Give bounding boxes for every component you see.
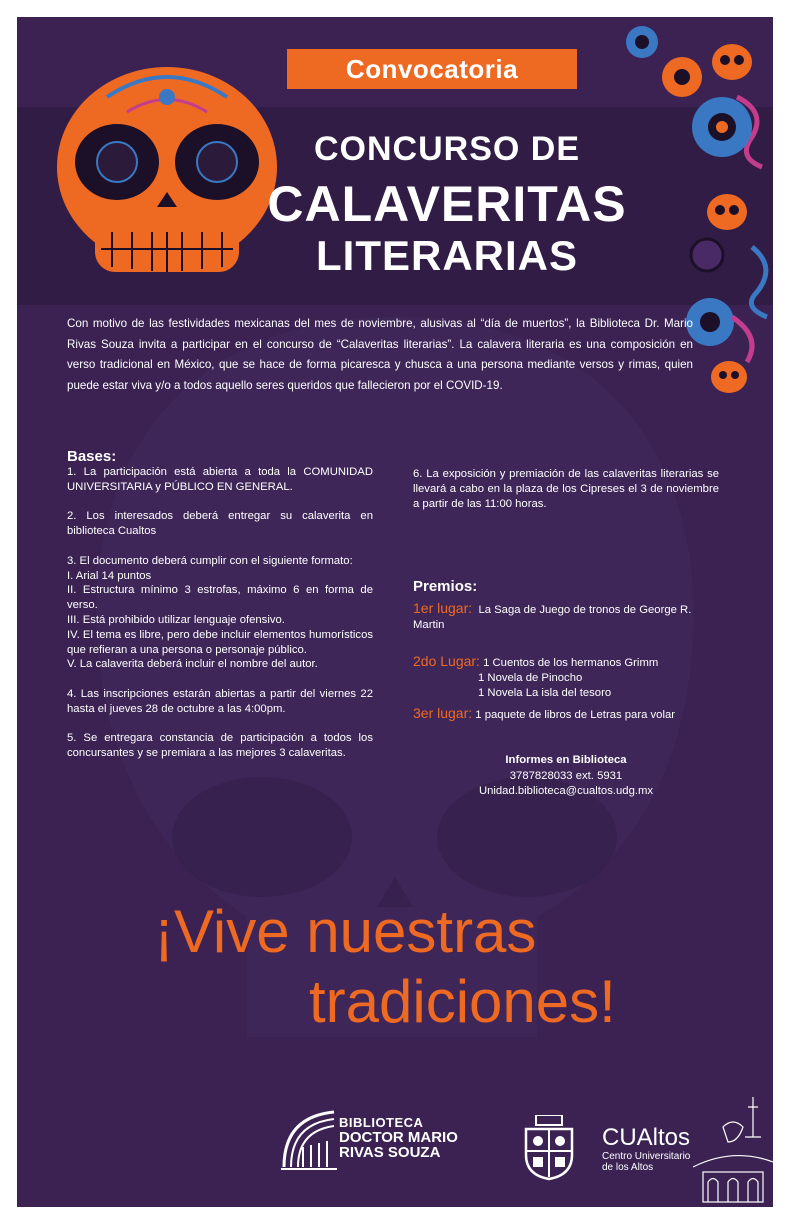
library-logo-text: [339, 1115, 458, 1160]
base-1: 1. La participación está abierta a toda la COMUNIDAD UNIVERSITARIA y PÚBLICO EN GENERAL.: [67, 466, 373, 493]
town-sketch-icon: [693, 1087, 773, 1207]
base-3-iii: III. Está prohibido utilizar lenguaje ofensivo.: [67, 613, 285, 626]
base-3-intro: 3. El documento deberá cumplir con el siguiente formato:: [67, 554, 353, 567]
flower-blue-icon: [626, 26, 658, 58]
flower-purple-icon: [691, 239, 723, 271]
base-4: 4. Las inscripciones estarán abiertas a partir del viernes 22 hasta el jueves 28 de octubre a las 4:00pm.: [67, 687, 373, 715]
informes-heading: Informes en Biblioteca: [505, 754, 627, 766]
prize-second-item-1: 1 Cuentos de los hermanos Grimm: [483, 657, 659, 669]
cualtos-logo: [602, 1125, 690, 1173]
prize-third-text: 1 paquete de libros de Letras para volar: [475, 709, 676, 721]
library-logo-line-1: BIBLIOTECA: [339, 1115, 424, 1130]
prize-third-label: 3er lugar:: [413, 705, 473, 721]
informes-email[interactable]: Unidad.biblioteca@cualtos.udg.mx: [478, 785, 654, 797]
flower-orange-icon: [662, 57, 702, 97]
informes-phone: 3787828033 ext. 5931: [509, 769, 623, 782]
prize-second: [413, 654, 658, 701]
small-skull-icon: [707, 194, 747, 230]
small-skull-icon: [712, 44, 752, 80]
prize-second-label: 2do Lugar:: [413, 653, 480, 669]
flower-blue-large-icon: [692, 97, 752, 157]
title-line-2: CALAVERITAS: [267, 176, 627, 232]
premios-heading: Premios:: [413, 578, 478, 595]
flower-blue-icon: [686, 298, 734, 346]
base-2: 2. Los interesados deberá entregar su calaverita en biblioteca Cualtos: [67, 510, 373, 538]
base-3-ii: II. Estructura mínimo 3 estrofas, máximo 6 en forma de verso.: [67, 584, 373, 612]
title-line-3: LITERARIAS: [316, 232, 578, 279]
university-crest-icon: [522, 1115, 576, 1181]
prize-first-text: La Saga de Juego de tronos de George R. Martin: [413, 604, 692, 631]
slogan-line-1: ¡Vive nuestras: [154, 898, 537, 965]
swirl-icon: [751, 247, 767, 317]
base-3-iv: IV. El tema es libre, pero debe incluir elementos humorísticos que refieran a una persona o personaje público.: [67, 628, 374, 656]
informes-block: [413, 753, 719, 800]
small-skull-icon: [711, 361, 747, 393]
base-3-v: V. La calaverita deberá incluir el nombre del autor.: [67, 658, 318, 671]
convocatoria-badge: Convocatoria: [287, 49, 577, 89]
cualtos-logo-line-3: de los Altos: [602, 1162, 654, 1173]
prize-second-item-3: 1 Novela La isla del tesoro: [478, 687, 612, 699]
intro-paragraph: Con motivo de las festividades mexicanas del mes de noviembre, alusivas al “día de muertos”, la Biblioteca Dr. Mario Rivas Souza invita a participar en el concurso de “Calaveritas literarias”. La calavera literaria es una composición en verso tradicional en México, que se hace de forma picaresca y chusca a una persona mediante versos y rimas, quien puede estar viva y/o a todos aquello seres queridos que fallecieron por el COVID-19.: [67, 317, 693, 392]
swirl-icon: [732, 317, 752, 362]
library-logo-line-3: RIVAS SOUZA: [339, 1144, 441, 1161]
base-5: 5. Se entregara constancia de participación a todos los concursantes y se premiara a las mejores 3 calaveritas.: [67, 732, 373, 760]
base-6: 6. La exposición y premiación de las calaveritas literarias se llevará a cabo en la plaza de los Cipreses el 3 de noviembre a partir de las 11:00 horas.: [413, 468, 719, 510]
prize-third: [413, 706, 675, 723]
cualtos-logo-line-2: Centro Universitario: [602, 1151, 691, 1162]
title-line-1: CONCURSO DE: [313, 130, 581, 168]
slogan-line-2: tradiciones!: [309, 968, 616, 1035]
prize-first-label: 1er lugar:: [413, 600, 473, 616]
poster: [17, 17, 773, 1207]
prize-first: [413, 601, 723, 633]
cualtos-logo-name: CUAltos: [602, 1124, 691, 1151]
bases-list: [67, 465, 373, 776]
library-logo-line-2: DOCTOR MARIO: [339, 1129, 458, 1146]
prize-second-item-2: 1 Novela de Pinocho: [478, 672, 583, 684]
base-3-i: I. Arial 14 puntos: [67, 569, 152, 582]
bases-heading: Bases:: [67, 448, 117, 465]
